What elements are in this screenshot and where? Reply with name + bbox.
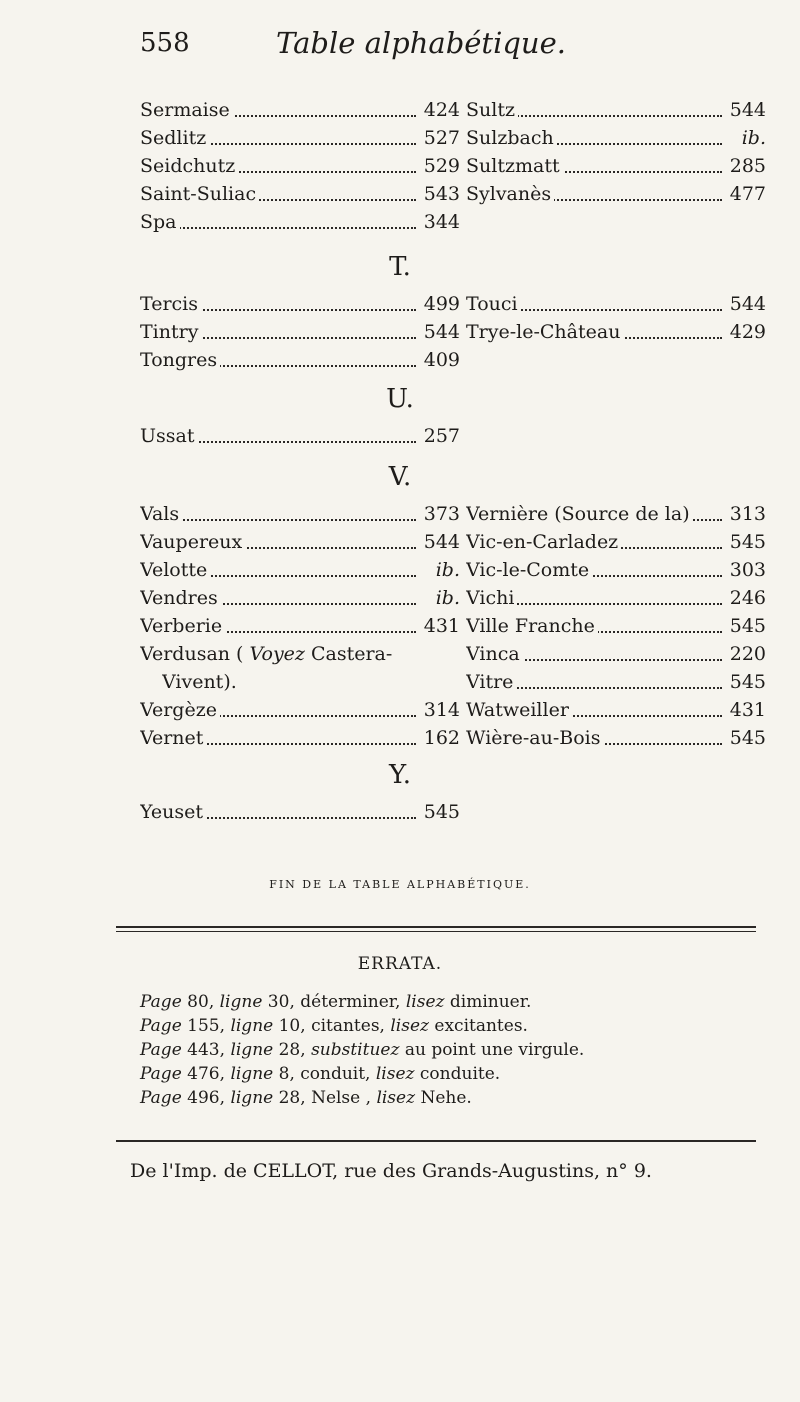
index-entry: Vichi 246 [466, 584, 766, 612]
errata-line: Page 80, ligne 30, déterminer, lisez diminuer. [140, 992, 532, 1012]
section-letter-t: T. [389, 252, 411, 282]
errata-line: Page 496, ligne 28, Nelse , lisez Nehe. [140, 1088, 472, 1108]
index-entry: Yeuset 545 [140, 798, 460, 826]
index-entry: Vic-en-Carladez 545 [466, 528, 766, 556]
index-entry: Spa 344 [140, 208, 460, 236]
index-entry: Sulzbach ib. [466, 124, 766, 152]
index-entry: Wière-au-Bois 545 [466, 724, 766, 752]
index-entry: Sylvanès 477 [466, 180, 766, 208]
index-entry: Sultzmatt 285 [466, 152, 766, 180]
index-entry: Vendres ib. [140, 584, 460, 612]
index-entry: Vitre 545 [466, 668, 766, 696]
index-entry: Vergèze 314 [140, 696, 460, 724]
index-entry: Sultz 544 [466, 96, 766, 124]
index-entry: Sermaise 424 [140, 96, 460, 124]
divider-top [116, 926, 756, 928]
index-entry-continuation: Vivent). [162, 668, 460, 696]
printer-imprint: De l'Imp. de CELLOT, rue des Grands-Augustins, n° 9. [130, 1160, 652, 1182]
page-number: 558 [140, 28, 190, 58]
errata-heading: ERRATA. [357, 954, 443, 974]
index-entry: Tintry 544 [140, 318, 460, 346]
index-entry: Watweiller 431 [466, 696, 766, 724]
index-entry: Vernière (Source de la) 313 [466, 500, 766, 528]
index-entry: Tongres 409 [140, 346, 460, 374]
index-entry: Vals 373 [140, 500, 460, 528]
divider-top-thin [116, 931, 756, 932]
end-of-table-note: FIN DE LA TABLE ALPHABÉTIQUE. [269, 878, 531, 891]
index-entry: Trye-le-Château 429 [466, 318, 766, 346]
index-entry: Seidchutz 529 [140, 152, 460, 180]
errata-line: Page 476, ligne 8, conduit, lisez conduite. [140, 1064, 501, 1084]
index-entry: Vinca 220 [466, 640, 766, 668]
index-entry: Vaupereux 544 [140, 528, 460, 556]
index-entry: Saint-Suliac 543 [140, 180, 460, 208]
section-letter-v: V. [388, 462, 412, 492]
page-title: Table alphabétique. [276, 26, 566, 60]
index-entry: Vernet 162 [140, 724, 460, 752]
divider-bottom [116, 1140, 756, 1142]
index-entry: Tercis 499 [140, 290, 460, 318]
section-letter-y: Y. [388, 760, 412, 790]
errata-line: Page 155, ligne 10, citantes, lisez excitantes. [140, 1016, 528, 1036]
index-entry: Velotte ib. [140, 556, 460, 584]
errata-line: Page 443, ligne 28, substituez au point une virgule. [140, 1040, 585, 1060]
index-entry: Verberie 431 [140, 612, 460, 640]
index-entry-cross-reference: Verdusan ( Voyez Castera- [140, 640, 460, 668]
index-entry: Ussat 257 [140, 422, 460, 450]
index-entry: Touci 544 [466, 290, 766, 318]
index-entry: Ville Franche 545 [466, 612, 766, 640]
index-entry: Sedlitz 527 [140, 124, 460, 152]
section-letter-u: U. [386, 384, 414, 414]
page-header [140, 28, 700, 68]
index-entry: Vic-le-Comte 303 [466, 556, 766, 584]
